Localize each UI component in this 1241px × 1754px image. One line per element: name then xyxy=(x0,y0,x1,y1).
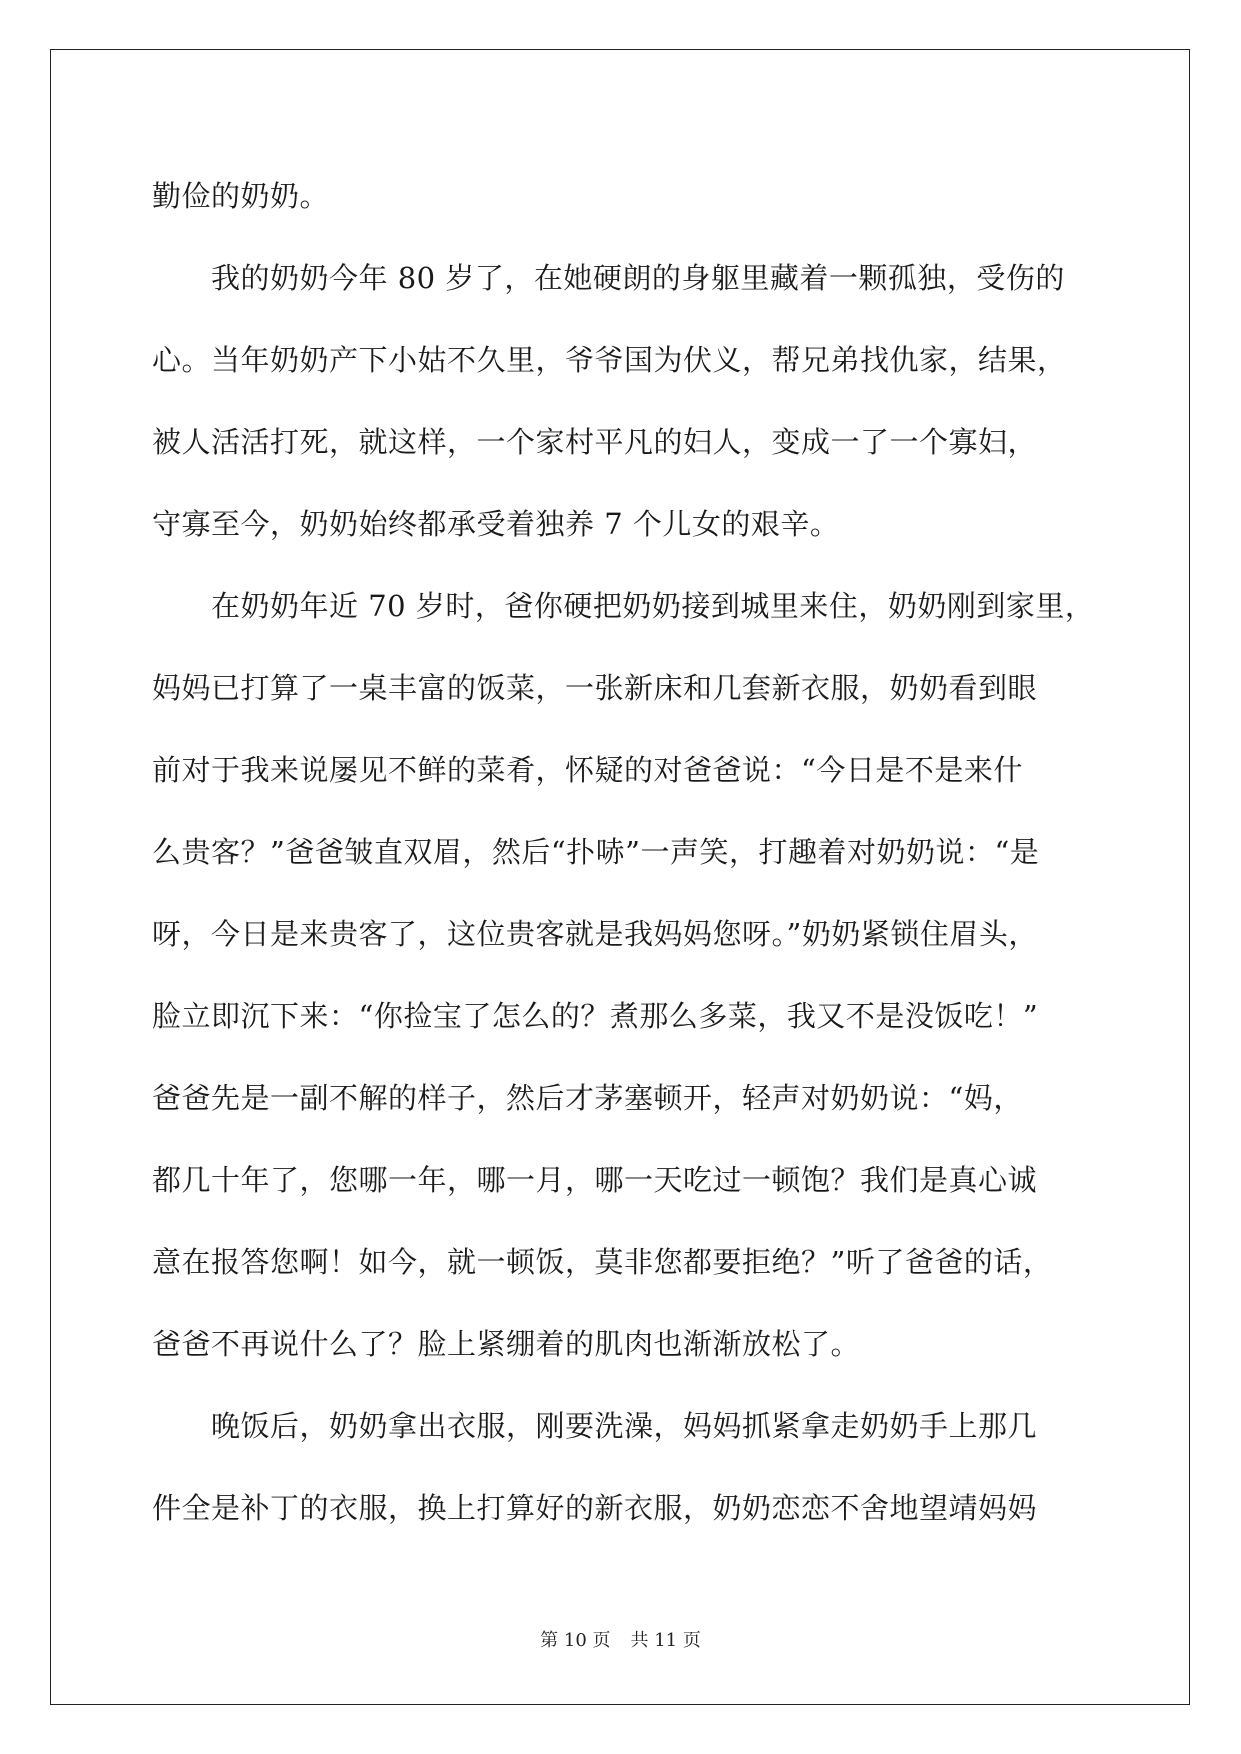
document-body xyxy=(152,155,1095,1549)
text-line: 爸爸先是一副不解的样子，然后才茅塞顿开，轻声对奶奶说：“妈， xyxy=(152,1081,1023,1115)
text-line: 妈妈已打算了一桌丰富的饭菜，一张新床和几套新衣服，奶奶看到眼 xyxy=(152,671,1038,705)
text-line: 件全是补丁的衣服，换上打算好的新衣服，奶奶恋恋不舍地望靖妈妈 xyxy=(152,1491,1038,1525)
text-line: 晚饭后，奶奶拿出衣服，刚要洗澡，妈妈抓紧拿走奶奶手上那几 xyxy=(152,1409,1038,1443)
text-line: 守寡至今，奶奶始终都承受着独养 7 个儿女的艰辛。 xyxy=(152,507,840,541)
page-footer xyxy=(0,1626,1241,1652)
text-line: 爸爸不再说什么了？脸上紧绷着的肌肉也渐渐放松了。 xyxy=(152,1327,861,1361)
page-number: 第 10 页 xyxy=(540,1630,611,1651)
text-line: 呀，今日是来贵客了，这位贵客就是我妈妈您呀。”奶奶紧锁住眉头， xyxy=(152,917,1038,951)
page-total: 共 11 页 xyxy=(630,1630,701,1651)
text-line: 都几十年了，您哪一年，哪一月，哪一天吃过一顿饱？我们是真心诚 xyxy=(152,1163,1038,1197)
text-line: 我的奶奶今年 80 岁了，在她硬朗的身躯里藏着一颗孤独，受伤的 xyxy=(152,261,1065,295)
text-line: 心。当年奶奶产下小姑不久里，爷爷国为伏义，帮兄弟找仇家，结果， xyxy=(152,343,1067,377)
text-line: 被人活活打死，就这样，一个家村平凡的妇人，变成一了一个寡妇， xyxy=(152,425,1038,459)
text-line: 前对于我来说屡见不鲜的菜肴，怀疑的对爸爸说：“今日是不是来什 xyxy=(152,753,1023,787)
text-line: 勤俭的奶奶。 xyxy=(152,179,330,213)
text-line: 么贵客？”爸爸皱直双眉，然后“扑哧”一声笑，打趣着对奶奶说：“是 xyxy=(152,835,1040,869)
text-line: 在奶奶年近 70 岁时，爸你硬把奶奶接到城里来住，奶奶刚到家里， xyxy=(152,589,1095,623)
text-line: 意在报答您啊！如今，就一顿饭，莫非您都要拒绝？”听了爸爸的话， xyxy=(152,1245,1053,1279)
text-line: 脸立即沉下来：“你捡宝了怎么的？煮那么多菜，我又不是没饭吃！” xyxy=(152,999,1039,1033)
